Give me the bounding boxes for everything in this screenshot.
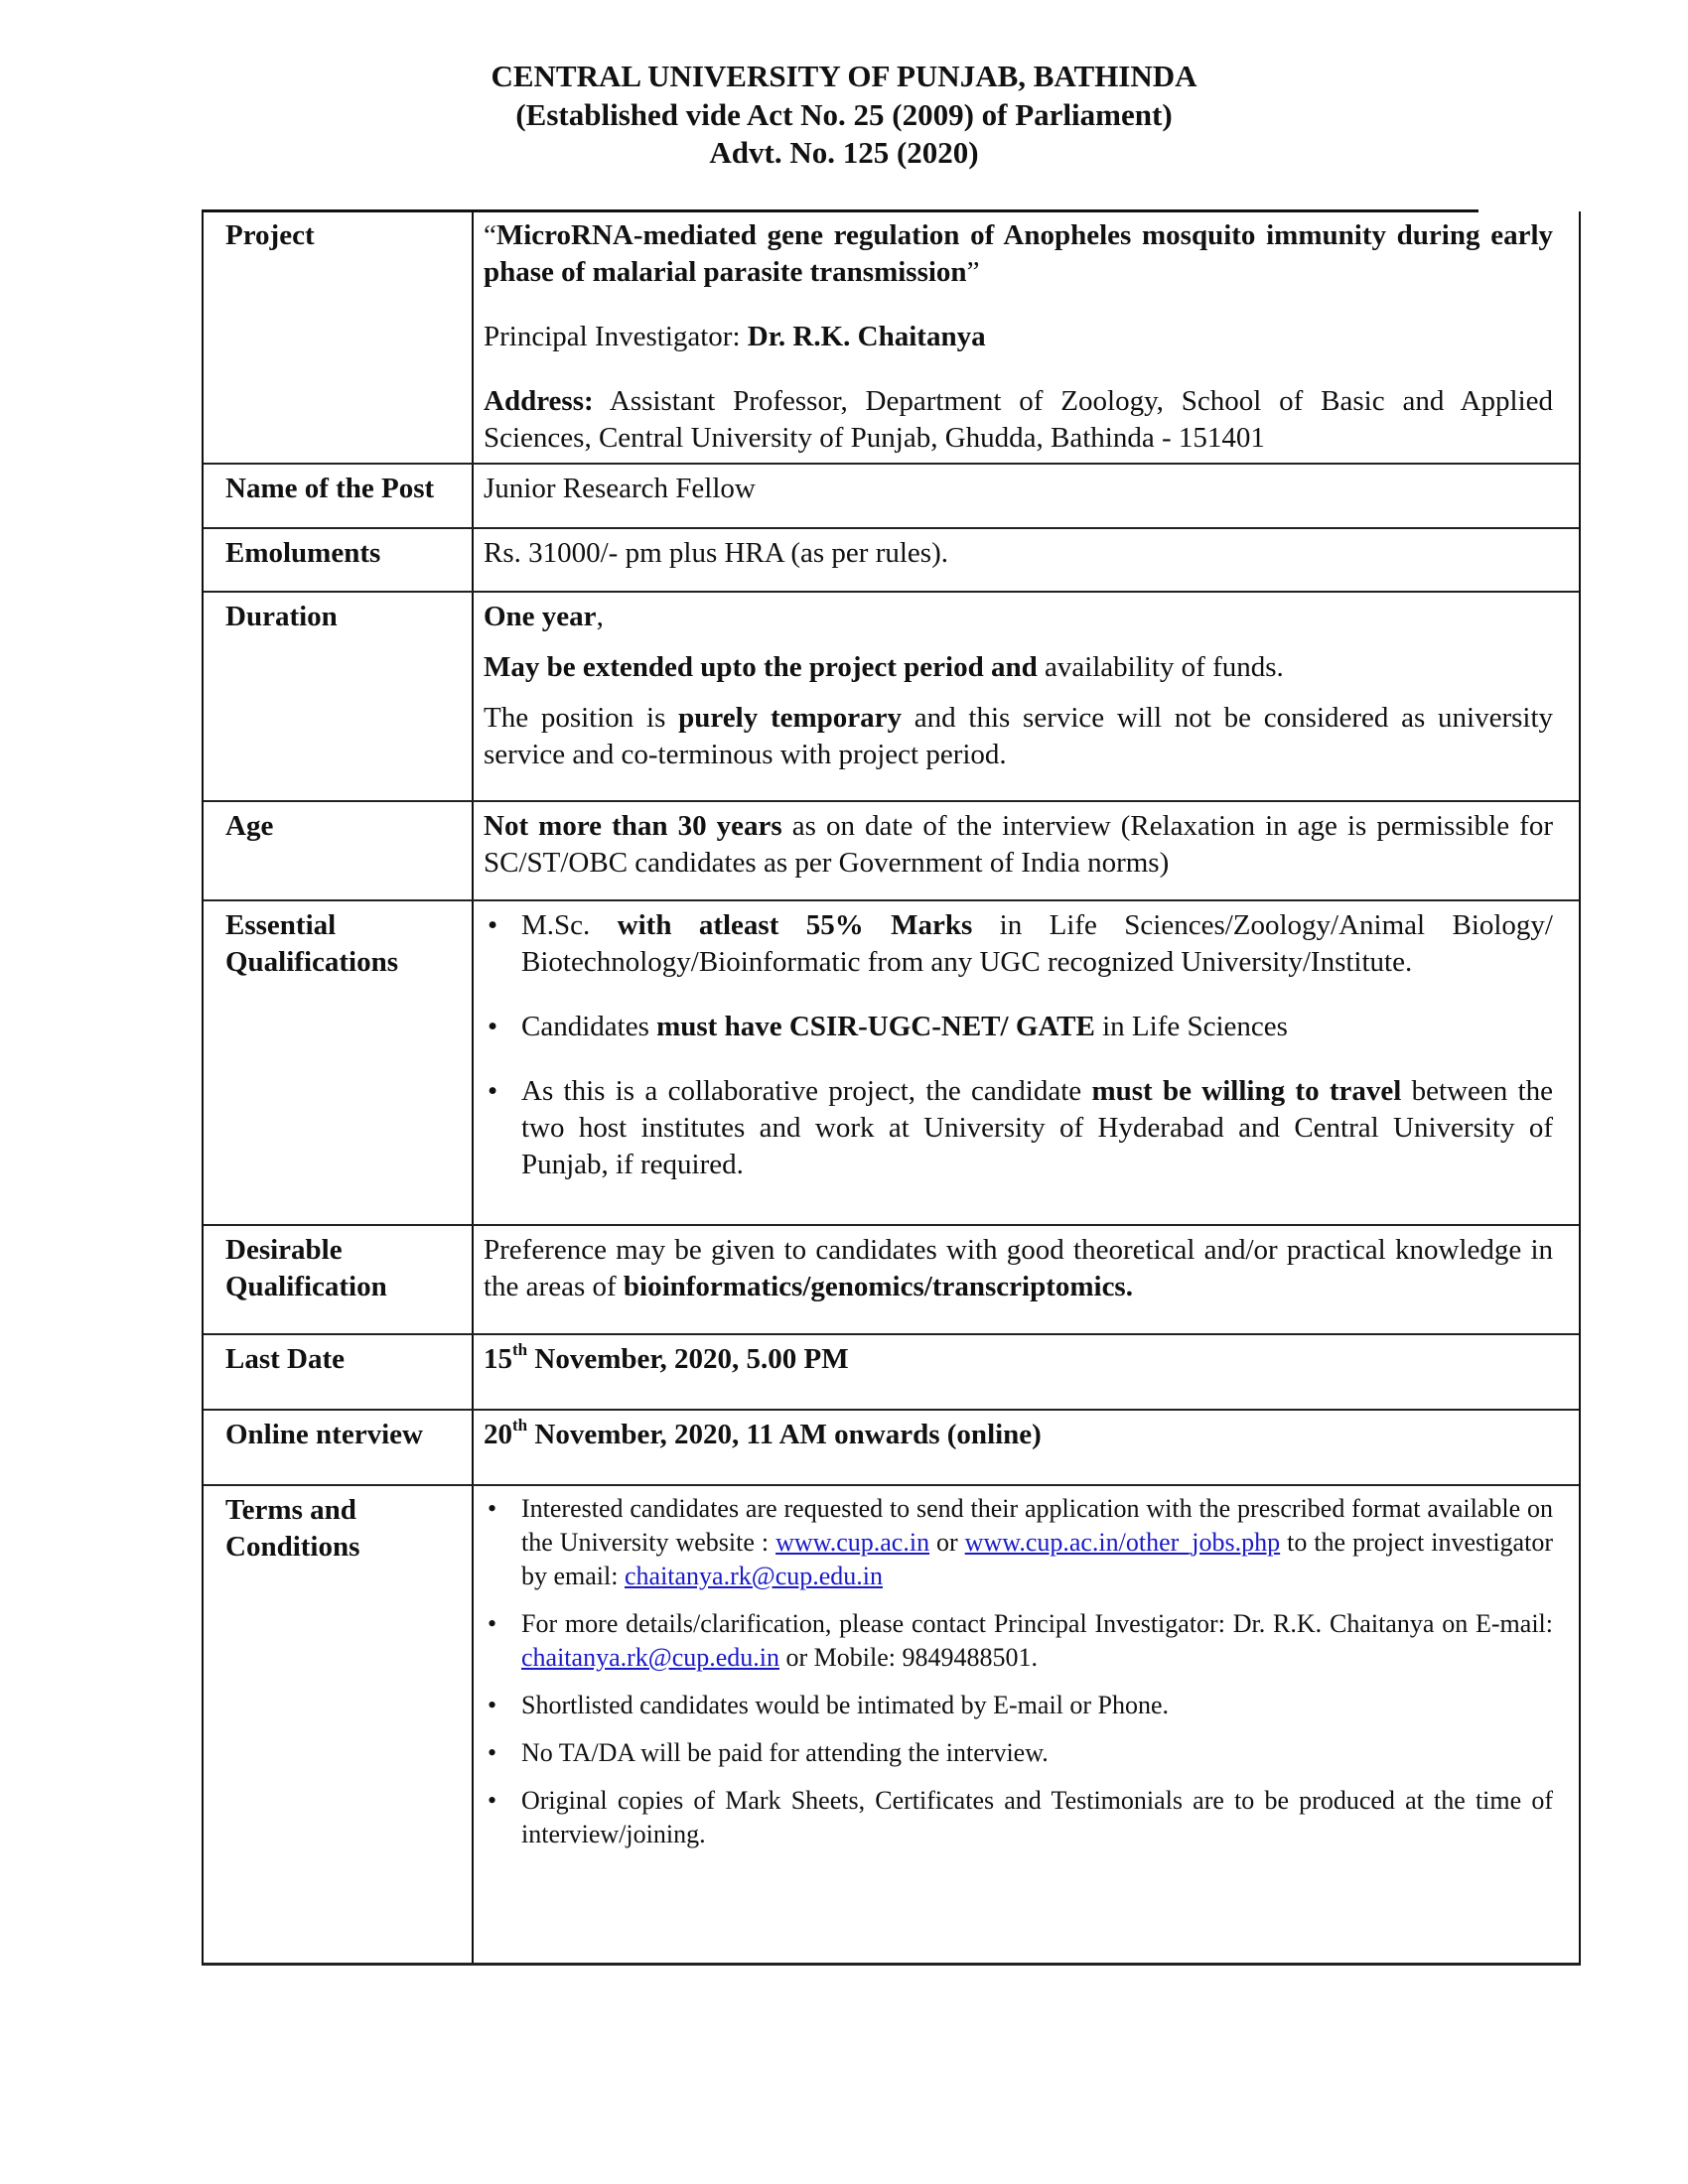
row-value: Rs. 31000/- pm plus HRA (as per rules).	[484, 537, 948, 569]
list-item: • Interested candidates are requested to send their application with the prescribed format available on the University website : www.cup.ac.in or www.cup.ac.in/other_jobs.php to the project investigator by email: chaitanya.rk@cup.edu.in	[484, 1492, 1553, 1593]
list-item: • Candidates must have CSIR-UGC-NET/ GATE in Life Sciences	[484, 1009, 1553, 1045]
row-value: One year, May be extended upto the project period and availability of funds. The position is purely temporary and this service will not be considered as university service and co-terminous with project period.	[484, 601, 1554, 770]
table-row-last-date	[204, 1335, 1579, 1411]
row-label: Project	[204, 211, 474, 463]
list-item: • M.Sc. with atleast 55% Marks in Life Sciences/Zoology/Animal Biology/ Biotechnology/Bioinformatic from any UGC recognized University/Institute.	[484, 907, 1553, 981]
list-item: • Shortlisted candidates would be intimated by E-mail or Phone.	[484, 1689, 1553, 1722]
table-row-terms	[204, 1486, 1579, 1963]
row-value	[474, 1486, 1579, 1963]
row-label: Last Date	[204, 1335, 474, 1409]
table-row-post	[204, 465, 1579, 529]
row-value	[474, 901, 1579, 1224]
pi-email-link[interactable]: chaitanya.rk@cup.edu.in	[624, 1562, 883, 1590]
table-row-desirable-qualification	[204, 1226, 1579, 1335]
table-row-essential-qualifications	[204, 901, 1579, 1226]
row-label: Name of the Post	[204, 465, 474, 527]
row-label: Online nterview	[204, 1411, 474, 1484]
pi-email-link[interactable]: chaitanya.rk@cup.edu.in	[521, 1643, 780, 1672]
principal-investigator: Principal Investigator: Dr. R.K. Chaitanya	[484, 321, 986, 352]
table-row-emoluments	[204, 529, 1579, 593]
row-label: Desirable Qualification	[204, 1226, 474, 1333]
table-row-project	[204, 211, 1579, 465]
project-title: “MicroRNA-mediated gene regulation of Anopheles mosquito immunity during early phase of malarial parasite transmission”	[484, 219, 1553, 288]
row-value: 15th November, 2020, 5.00 PM	[484, 1340, 849, 1375]
list-item: • As this is a collaborative project, the candidate must be willing to travel between the two host institutes and work at University of Hyderabad and Central University of Punjab, if required.	[484, 1073, 1553, 1183]
pi-address: Address: Assistant Professor, Department of Zoology, School of Basic and Applied Sciences, Central University of Punjab, Ghudda, Bathinda - 151401	[484, 385, 1553, 454]
university-website-link[interactable]: www.cup.ac.in	[775, 1528, 930, 1557]
row-value: 20th November, 2020, 11 AM onwards (online)	[484, 1416, 1042, 1450]
list-item: • For more details/clarification, please contact Principal Investigator: Dr. R.K. Chaitanya on E-mail: chaitanya.rk@cup.edu.in or Mobile: 9849488501.	[484, 1607, 1553, 1675]
row-value	[474, 211, 1579, 463]
row-label: Age	[204, 802, 474, 899]
other-jobs-link[interactable]: www.cup.ac.in/other_jobs.php	[964, 1528, 1281, 1557]
establishment-note: (Established vide Act No. 25 (2009) of Parliament)	[515, 96, 1173, 132]
list-item: • Original copies of Mark Sheets, Certificates and Testimonials are to be produced at the time of interview/joining.	[484, 1784, 1553, 1851]
advertisement-number: Advt. No. 125 (2020)	[709, 135, 979, 170]
list-item: • No TA/DA will be paid for attending the interview.	[484, 1736, 1553, 1770]
row-label: Emoluments	[204, 529, 474, 591]
qualification-list	[484, 907, 1553, 1183]
table-row-age	[204, 802, 1579, 901]
terms-list	[484, 1492, 1553, 1851]
university-name: CENTRAL UNIVERSITY OF PUNJAB, BATHINDA	[491, 59, 1197, 93]
document-header	[0, 58, 1688, 173]
row-label: Duration	[204, 593, 474, 800]
job-details-table	[202, 211, 1581, 1966]
row-label: Essential Qualifications	[204, 901, 474, 1224]
row-label: Terms and Conditions	[204, 1486, 474, 1963]
row-value: Not more than 30 years as on date of the interview (Relaxation in age is permissible for SC/ST/OBC candidates as per Government of India norms)	[484, 810, 1553, 879]
row-value: Preference may be given to candidates with good theoretical and/or practical knowledge in the areas of bioinformatics/genomics/transcriptomics.	[484, 1234, 1553, 1302]
table-row-duration	[204, 593, 1579, 802]
table-row-online-interview	[204, 1411, 1579, 1486]
row-value: Junior Research Fellow	[484, 473, 756, 504]
